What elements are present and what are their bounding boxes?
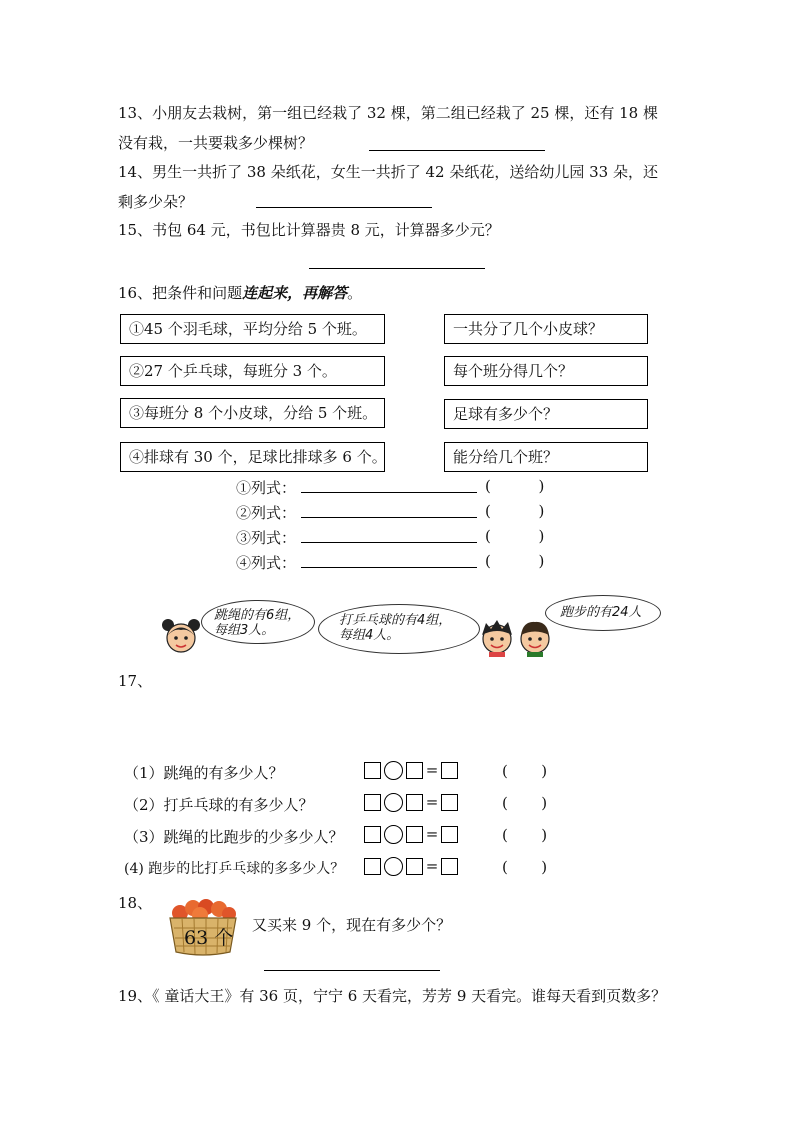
bubble-ping-pong xyxy=(318,604,480,654)
q13-line2: 没有栽，一共要栽多少棵树？ xyxy=(118,134,314,152)
question-box-4[interactable]: 能分给几个班？ xyxy=(444,442,648,472)
girl-icon xyxy=(158,616,204,660)
q17-paren-1[interactable]: ( ) xyxy=(502,762,548,780)
formula-label-4: ④列式： xyxy=(236,554,297,572)
formula-paren-1[interactable]: ( ) xyxy=(485,477,545,495)
answer-square[interactable] xyxy=(364,794,381,811)
formula-line-2[interactable] xyxy=(301,517,477,518)
operator-circle[interactable] xyxy=(384,825,403,844)
q14-answer-line[interactable] xyxy=(256,207,432,208)
bubble-running xyxy=(545,595,661,631)
result-square[interactable] xyxy=(441,762,458,779)
question-box-1[interactable]: 一共分了几个小皮球？ xyxy=(444,314,648,344)
q16-emphasis: 连起来，再解答 xyxy=(242,284,348,302)
formula-line-3[interactable] xyxy=(301,542,477,543)
bubble-jump-rope xyxy=(201,600,315,644)
q14-line2: 剩多少朵？ xyxy=(118,193,194,211)
question-box-2[interactable]: 每个班分得几个？ xyxy=(444,356,648,386)
answer-square[interactable] xyxy=(364,826,381,843)
boy-2-icon xyxy=(515,617,555,661)
formula-paren-3[interactable]: ( ) xyxy=(485,527,545,545)
q17-expression-1 xyxy=(364,760,458,780)
boy-1-icon xyxy=(476,617,518,661)
operator-circle[interactable] xyxy=(384,761,403,780)
bubble-jump-rope-text: 跳绳的有6组，每组3人。 xyxy=(214,608,301,638)
answer-square[interactable] xyxy=(406,858,423,875)
bubble-running-text: 跑步的有24人 xyxy=(560,605,642,620)
operator-circle[interactable] xyxy=(384,793,403,812)
q13-line1: 13、小朋友去栽树，第一组已经栽了 32 棵，第二组已经栽了 25 棵，还有 18 棵 xyxy=(118,104,658,122)
q18-answer-line[interactable] xyxy=(264,970,440,971)
condition-box-3[interactable]: ③每班分 8 个小皮球，分给 5 个班。 xyxy=(120,398,385,428)
q17-expression-3 xyxy=(364,824,458,844)
formula-label-3: ③列式： xyxy=(236,529,297,547)
q14-line1: 14、男生一共折了 38 朵纸花，女生一共折了 42 朵纸花，送给幼儿园 33 朵，还 xyxy=(118,163,658,181)
formula-label-2: ②列式： xyxy=(236,504,297,522)
q17-paren-2[interactable]: ( ) xyxy=(502,794,548,812)
basket-label: 63 个 xyxy=(184,927,234,949)
formula-line-4[interactable] xyxy=(301,567,477,568)
bubble-ping-pong-text: 打乒乓球的有4组，每组4人。 xyxy=(339,613,452,643)
q18-label: 18、 xyxy=(118,894,153,912)
equals-sign: = xyxy=(425,761,439,779)
question-box-3[interactable]: 足球有多少个？ xyxy=(444,399,648,429)
operator-circle[interactable] xyxy=(384,857,403,876)
q17-label: 17、 xyxy=(118,672,153,690)
q17-item-2: （2）打乒乓球的有多少人？ xyxy=(124,796,314,814)
result-square[interactable] xyxy=(441,794,458,811)
condition-box-2[interactable]: ②27 个乒乓球，每班分 3 个。 xyxy=(120,356,385,386)
q18-text: 又买来 9 个，现在有多少个？ xyxy=(252,916,452,934)
condition-box-4[interactable]: ④排球有 30 个，足球比排球多 6 个。 xyxy=(120,442,385,472)
q17-item-3: （3）跳绳的比跑步的少多少人？ xyxy=(124,828,344,846)
formula-line-1[interactable] xyxy=(301,492,477,493)
q15-answer-line[interactable] xyxy=(309,268,485,269)
formula-paren-2[interactable]: ( ) xyxy=(485,502,545,520)
q16-suffix: 。 xyxy=(347,284,363,302)
basket-icon xyxy=(166,896,240,956)
q17-item-1: （1）跳绳的有多少人？ xyxy=(124,764,284,782)
answer-square[interactable] xyxy=(364,762,381,779)
result-square[interactable] xyxy=(441,826,458,843)
answer-square[interactable] xyxy=(406,794,423,811)
result-square[interactable] xyxy=(441,858,458,875)
equals-sign: = xyxy=(425,793,439,811)
formula-paren-4[interactable]: ( ) xyxy=(485,552,545,570)
answer-square[interactable] xyxy=(364,858,381,875)
q19-text: 19、《 童话大王》有 36 页，宁宁 6 天看完，芳芳 9 天看完。谁每天看到页数多？ xyxy=(118,987,667,1005)
q16-heading xyxy=(118,282,362,303)
answer-square[interactable] xyxy=(406,762,423,779)
q17-paren-3[interactable]: ( ) xyxy=(502,826,548,844)
equals-sign: = xyxy=(425,857,439,875)
q16-prefix: 16、把条件和问题 xyxy=(118,284,243,302)
q17-expression-2 xyxy=(364,792,458,812)
formula-label-1: ①列式： xyxy=(236,479,297,497)
condition-box-1[interactable]: ①45 个羽毛球，平均分给 5 个班。 xyxy=(120,314,385,344)
q15-line1: 15、书包 64 元，书包比计算器贵 8 元，计算器多少元？ xyxy=(118,221,500,239)
q17-paren-4[interactable]: ( ) xyxy=(502,858,548,876)
q13-answer-line[interactable] xyxy=(369,150,545,151)
q17-expression-4 xyxy=(364,856,458,876)
q17-item-4: (4) 跑步的比打乒乓球的多多少人？ xyxy=(124,861,345,877)
answer-square[interactable] xyxy=(406,826,423,843)
equals-sign: = xyxy=(425,825,439,843)
